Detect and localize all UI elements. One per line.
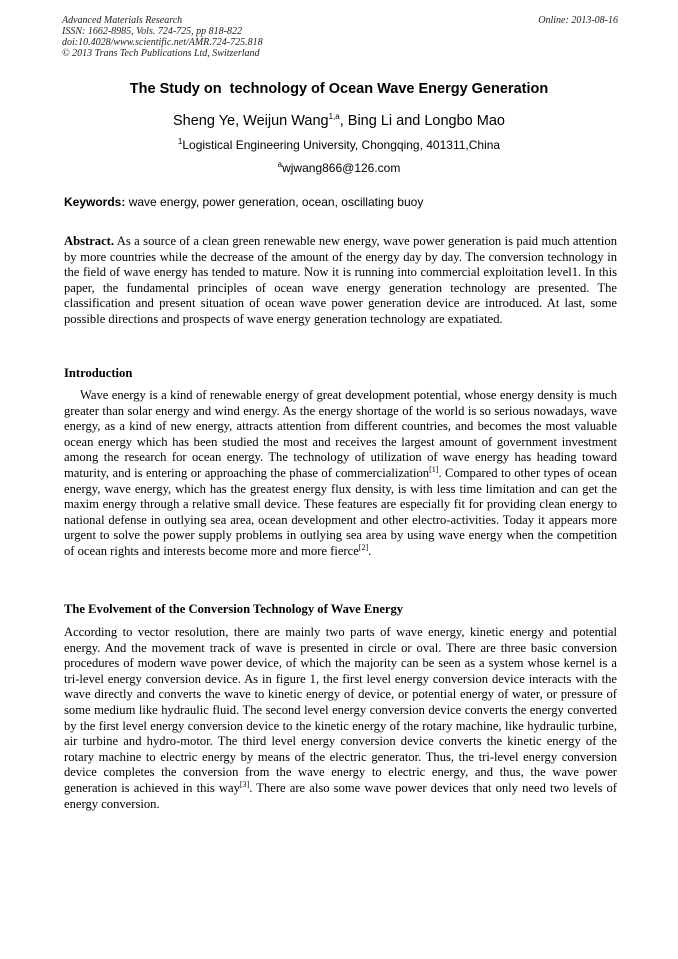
journal-header <box>62 15 618 59</box>
introduction-paragraph <box>64 388 617 560</box>
intro-text-1: Wave energy is a kind of renewable energy of great development potential, whose energy density is much greater than solar energy and wind energy. As the energy shortage of the world is so serious nowadays, wave energy, as a kind of new energy, attracts attention from different countries, and becomes the most valuable ocean energy which has been studied the most and receives the largest amount of government investment among the research for ocean energy. The technology of utilization of wave energy has heading toward maturity, and is entering or approaching the phase of commercialization <box>64 388 617 480</box>
intro-text-3: . <box>368 543 372 558</box>
author-list <box>40 113 638 129</box>
keywords-text: wave energy, power generation, ocean, oscillating buoy <box>125 195 424 209</box>
email-superscript: a <box>277 160 283 169</box>
introduction-heading: Introduction <box>64 366 133 380</box>
email-address[interactable]: wjwang866@126.com <box>282 161 401 175</box>
abstract-label: Abstract. <box>64 234 115 248</box>
abstract-text: As a source of a clean green renewable new energy, wave power generation is paid much attention by more countries while the decrease of the amount of the energy day by day. The conversion technology in the field of wave energy has tended to mature. Now it is running into commercial exploitation level1. In this paper, the fundamental principles of ocean wave energy generation technology are presented. The classification and present situation of ocean wave power generation device are introduced. At last, some possible directions and prospects of wave energy generation technology are expatiated. <box>64 234 617 326</box>
keywords-label: Keywords: <box>64 195 126 209</box>
affiliation-text: Logistical Engineering University, Chongqing, 401311,China <box>182 138 501 152</box>
citation-2[interactable]: [2] <box>358 542 369 552</box>
evol-text-1: According to vector resolution, there are mainly two parts of wave energy, kinetic energy and potential energy. And the movement track of wave is presented in circle or oval. There are three basic conversion procedures of modern wave power device, of which the majority can be seen as a system whose kernel is a tri-level energy conversion device. As in figure 1, the first level energy conversion device interacts with the wave directly and converts the wave to kinetic energy of device, or potential energy of water, or pressure of some medium like hydraulic fluid. The second level energy conversion device converts the energy converted by the first level energy conversion device to the kinetic energy of the rotary machine, like hydraulic turbine, air turbine and hydro-motor. The third level energy conversion device converts the kinetic energy of the rotary machine to electric energy by means of the electric generator. Thus, the tri-level energy conversion device completes the conversion from the wave energy to electric energy, and thus, the wave power generation is achieved in this way <box>64 625 617 795</box>
online-date: Online: 2013-08-16 <box>538 15 618 26</box>
authors-text: Sheng Ye, Weijun Wang <box>173 113 329 129</box>
doi-line[interactable]: doi:10.4028/www.scientific.net/AMR.724-725.818 <box>62 37 263 48</box>
authors-rest: , Bing Li and Longbo Mao <box>339 113 505 129</box>
evol-text-2: . There are also some wave power devices that only need two levels of energy conversion. <box>64 780 617 811</box>
affiliation-superscript: 1 <box>177 137 183 146</box>
journal-name: Advanced Materials Research <box>62 15 183 26</box>
citation-1[interactable]: [1] <box>429 464 439 474</box>
author-superscript: 1,a <box>328 112 340 122</box>
affiliation <box>40 138 638 152</box>
issn-line: ISSN: 1662-8985, Vols. 724-725, pp 818-822 <box>62 26 242 37</box>
copyright-line: © 2013 Trans Tech Publications Ltd, Switzerland <box>62 48 260 59</box>
keywords-line <box>64 195 620 209</box>
evolvement-heading: The Evolvement of the Conversion Technology of Wave Energy <box>64 602 404 616</box>
email <box>40 161 638 175</box>
abstract <box>64 234 617 328</box>
evolvement-paragraph <box>64 625 617 812</box>
paper-title: The Study on technology of Ocean Wave Energy Generation <box>129 81 549 97</box>
intro-text-2: . Compared to other types of ocean energy, wave energy, which has the greatest energy flux density, is with less time limitation and can get the maxim energy through a relative small device. These features are especially fit for providing clean energy to national defense in outlying sea area, ocean development and other electro-activities. Today it appears more urgent to solve the power supply problems in outlying sea area by using wave energy when the competition of ocean rights and interests become more and more fierce <box>64 465 617 558</box>
citation-3[interactable]: [3] <box>239 779 250 789</box>
